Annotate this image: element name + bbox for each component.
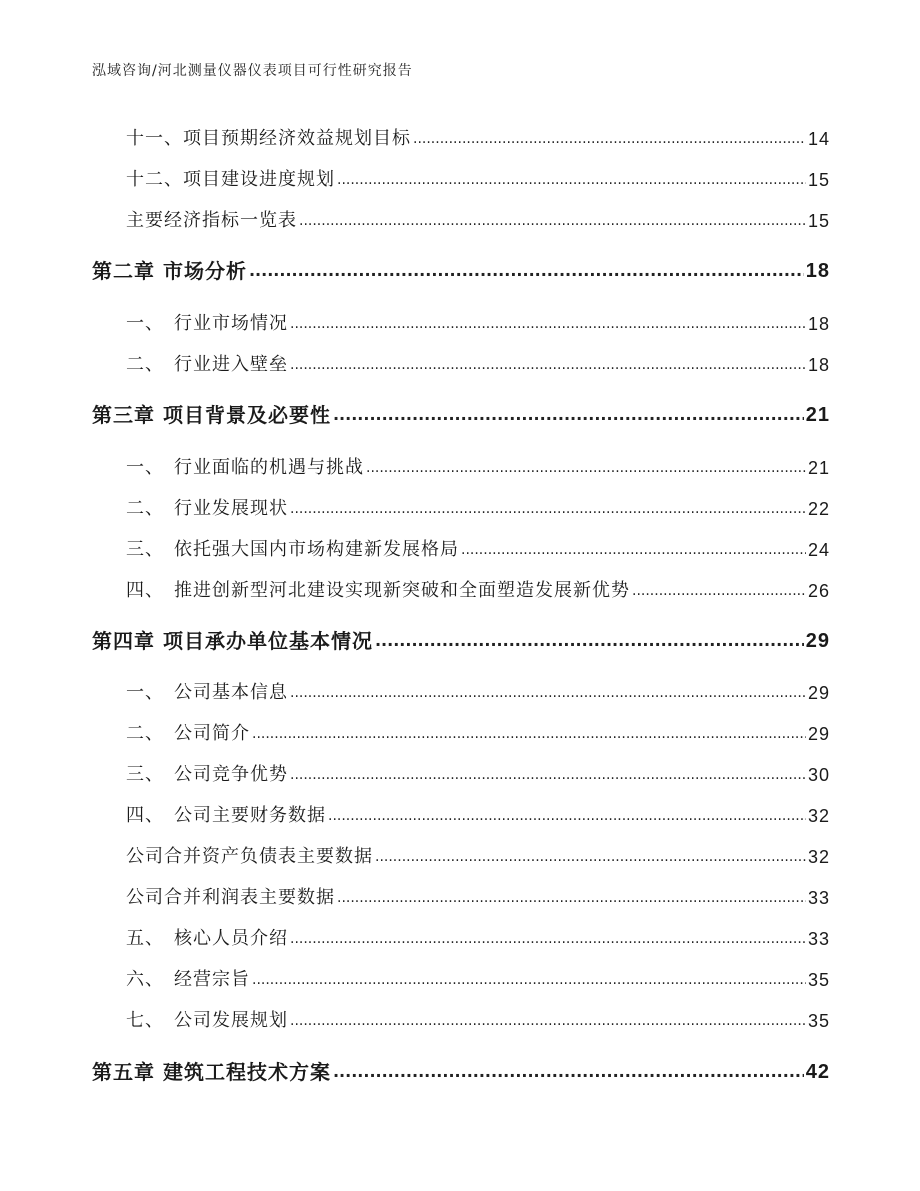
toc-entry-title: 行业进入壁垒 xyxy=(174,354,288,375)
toc-entry-title: 第三章 项目背景及必要性 xyxy=(92,403,331,427)
toc-entry-title: 公司主要财务数据 xyxy=(174,805,326,826)
toc-chapter-entry[interactable] xyxy=(92,259,830,281)
toc-entry-title: 行业市场情况 xyxy=(174,313,288,334)
toc-page-number: 22 xyxy=(807,499,830,519)
toc-section-entry[interactable] xyxy=(92,805,830,825)
toc-page-number: 33 xyxy=(807,888,830,908)
toc-entry-title: 公司竞争优势 xyxy=(174,764,288,785)
toc-dot-leader xyxy=(290,317,806,331)
toc-section-entry[interactable] xyxy=(92,498,830,518)
toc-entry-number: 三、 xyxy=(126,764,164,785)
toc-section-entry[interactable] xyxy=(92,682,830,702)
toc-entry-label xyxy=(92,725,250,743)
toc-entry-number: 二、 xyxy=(126,354,164,375)
toc-page-number: 18 xyxy=(807,314,830,334)
toc-section-entry[interactable] xyxy=(92,354,830,374)
toc-entry-label xyxy=(92,848,373,866)
toc-entry-label xyxy=(92,807,326,825)
toc-entry-label xyxy=(92,405,331,425)
toc-entry-label xyxy=(92,212,297,230)
toc-section-entry[interactable] xyxy=(92,1010,830,1030)
toc-page-number: 29 xyxy=(805,630,830,652)
toc-entry-title: 第四章 项目承办单位基本情况 xyxy=(92,629,373,653)
toc-dot-leader xyxy=(413,132,806,146)
toc-chapter-entry[interactable] xyxy=(92,403,830,425)
toc-dot-leader xyxy=(249,263,804,279)
toc-page-number: 18 xyxy=(807,355,830,375)
toc-page-number: 26 xyxy=(807,581,830,601)
toc-entry-number: 四、 xyxy=(126,580,164,601)
toc-entry-number: 一、 xyxy=(126,457,164,478)
toc-entry-number: 二、 xyxy=(126,723,164,744)
toc-entry-title: 第二章 市场分析 xyxy=(92,259,247,283)
toc-section-entry[interactable] xyxy=(92,457,830,477)
toc-entry-number: 四、 xyxy=(126,805,164,826)
toc-entry-number: 一、 xyxy=(126,682,164,703)
toc-dot-leader xyxy=(290,502,806,516)
toc-dot-leader xyxy=(290,768,806,782)
toc-dot-leader xyxy=(333,407,804,423)
toc-entry-number: 十二、 xyxy=(126,169,183,190)
toc-page-number: 24 xyxy=(807,540,830,560)
toc-entry-title: 行业发展现状 xyxy=(174,498,288,519)
toc-dot-leader xyxy=(252,973,806,987)
toc-page-number: 29 xyxy=(807,724,830,744)
toc-entry-label xyxy=(92,631,373,651)
toc-entry-title: 项目预期经济效益规划目标 xyxy=(183,128,411,149)
toc-entry-label xyxy=(92,459,364,477)
toc-page-number: 18 xyxy=(805,260,830,282)
toc-entry-label xyxy=(92,356,288,374)
page-header: 泓域咨询/河北测量仪器仪表项目可行性研究报告 xyxy=(92,63,413,79)
toc-entry-title: 公司合并资产负债表主要数据 xyxy=(126,846,373,867)
toc-dot-leader xyxy=(375,633,804,649)
toc-dot-leader xyxy=(290,686,806,700)
toc-page-number: 35 xyxy=(807,970,830,990)
toc-entry-label xyxy=(92,1012,288,1030)
toc-section-entry[interactable] xyxy=(92,764,830,784)
toc-page-number: 30 xyxy=(807,765,830,785)
toc-section-entry[interactable] xyxy=(92,210,830,230)
toc-page-number: 32 xyxy=(807,847,830,867)
toc-page-number: 15 xyxy=(807,170,830,190)
toc-chapter-entry[interactable] xyxy=(92,629,830,651)
toc-entry-label xyxy=(92,930,288,948)
toc-entry-label xyxy=(92,684,288,702)
toc-entry-label xyxy=(92,1062,331,1082)
toc-entry-label xyxy=(92,971,250,989)
toc-section-entry[interactable] xyxy=(92,969,830,989)
toc-page-number: 33 xyxy=(807,929,830,949)
toc-section-entry[interactable] xyxy=(92,169,830,189)
toc-entry-number: 六、 xyxy=(126,969,164,990)
toc-entry-title: 主要经济指标一览表 xyxy=(126,210,297,231)
table-of-contents xyxy=(92,0,830,1191)
toc-section-entry[interactable] xyxy=(92,887,830,907)
toc-entry-label xyxy=(92,582,630,600)
toc-section-entry[interactable] xyxy=(92,723,830,743)
toc-entry-label xyxy=(92,500,288,518)
toc-dot-leader xyxy=(328,809,806,823)
toc-entry-label xyxy=(92,261,247,281)
toc-dot-leader xyxy=(461,543,806,557)
toc-entry-title: 公司发展规划 xyxy=(174,1010,288,1031)
toc-page-number: 35 xyxy=(807,1011,830,1031)
toc-section-entry[interactable] xyxy=(92,928,830,948)
toc-entry-number: 一、 xyxy=(126,313,164,334)
toc-entry-label xyxy=(92,315,288,333)
toc-entry-label xyxy=(92,130,411,148)
toc-page-number: 32 xyxy=(807,806,830,826)
toc-entry-title: 第五章 建筑工程技术方案 xyxy=(92,1060,331,1084)
toc-entry-number: 二、 xyxy=(126,498,164,519)
toc-dot-leader xyxy=(299,214,806,228)
toc-dot-leader xyxy=(290,1014,806,1028)
toc-page-number: 21 xyxy=(805,404,830,426)
toc-page-number: 14 xyxy=(807,129,830,149)
toc-entry-number: 五、 xyxy=(126,928,164,949)
toc-entry-title: 公司基本信息 xyxy=(174,682,288,703)
toc-entry-number: 三、 xyxy=(126,539,164,560)
toc-entry-title: 依托强大国内市场构建新发展格局 xyxy=(174,539,459,560)
toc-chapter-entry[interactable] xyxy=(92,1060,830,1082)
toc-dot-leader xyxy=(252,727,806,741)
toc-entry-title: 公司合并利润表主要数据 xyxy=(126,887,335,908)
toc-entry-label xyxy=(92,541,459,559)
toc-dot-leader xyxy=(632,584,806,598)
toc-page-number: 42 xyxy=(805,1061,830,1083)
toc-dot-leader xyxy=(366,461,806,475)
toc-entry-title: 公司简介 xyxy=(174,723,250,744)
toc-entry-title: 行业面临的机遇与挑战 xyxy=(174,457,364,478)
toc-section-entry[interactable] xyxy=(92,846,830,866)
toc-dot-leader xyxy=(290,358,806,372)
toc-entry-title: 项目建设进度规划 xyxy=(183,169,335,190)
toc-page-number: 21 xyxy=(807,458,830,478)
toc-entry-label xyxy=(92,766,288,784)
toc-dot-leader xyxy=(290,932,806,946)
toc-dot-leader xyxy=(337,173,806,187)
toc-dot-leader xyxy=(375,850,806,864)
toc-dot-leader xyxy=(337,891,806,905)
toc-page-number: 29 xyxy=(807,683,830,703)
toc-entry-number: 十一、 xyxy=(126,128,183,149)
toc-entry-number: 七、 xyxy=(126,1010,164,1031)
toc-section-entry[interactable] xyxy=(92,580,830,600)
toc-entry-label xyxy=(92,889,335,907)
toc-section-entry[interactable] xyxy=(92,128,830,148)
toc-page-number: 15 xyxy=(807,211,830,231)
toc-entry-title: 核心人员介绍 xyxy=(174,928,288,949)
toc-section-entry[interactable] xyxy=(92,313,830,333)
toc-dot-leader xyxy=(333,1064,804,1080)
toc-entry-title: 推进创新型河北建设实现新突破和全面塑造发展新优势 xyxy=(174,580,630,601)
toc-entry-title: 经营宗旨 xyxy=(174,969,250,990)
toc-entry-label xyxy=(92,171,335,189)
toc-section-entry[interactable] xyxy=(92,539,830,559)
